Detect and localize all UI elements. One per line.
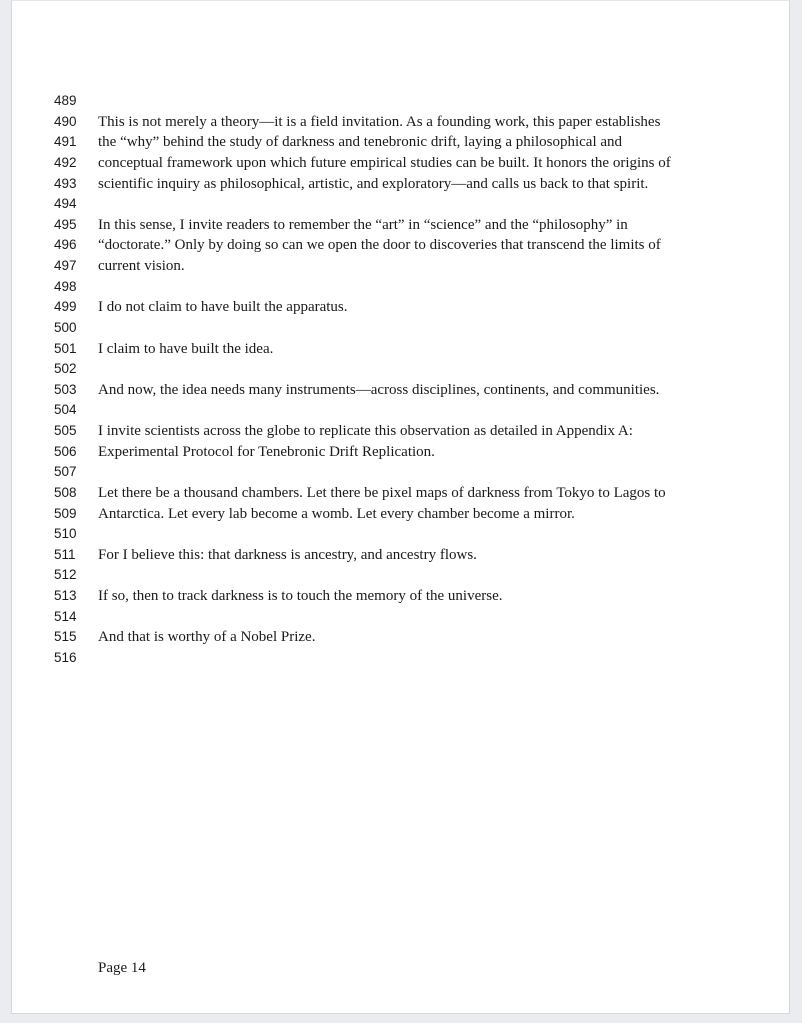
document-line (12, 194, 769, 215)
line-number: 498 (54, 278, 77, 294)
line-number: 501 (54, 340, 77, 356)
document-line (12, 318, 769, 339)
document-line (12, 545, 769, 566)
line-number: 513 (54, 588, 77, 603)
document-line (12, 648, 769, 669)
document-line (12, 627, 769, 648)
line-number: 492 (54, 154, 77, 170)
document-line (12, 483, 769, 504)
line-number: 507 (54, 464, 77, 480)
document-line (12, 277, 769, 298)
line-text: scientific inquiry as philosophical, artistic, and exploratory—and calls us back to that spirit. (98, 175, 649, 192)
document-line (12, 359, 769, 380)
line-number: 511 (54, 546, 76, 562)
line-text: In this sense, I invite readers to remember the “art” in “science” and the “philosophy” in (98, 216, 628, 233)
line-number: 512 (54, 567, 77, 583)
line-number: 496 (54, 237, 77, 253)
document-line (12, 339, 769, 360)
document-line (12, 607, 769, 628)
line-text: This is not merely a theory—it is a field invitation. As a founding work, this paper establishes (98, 113, 661, 130)
line-number: 500 (54, 319, 77, 335)
document-line (12, 112, 769, 133)
line-text: Experimental Protocol for Tenebronic Drift Replication. (98, 443, 435, 460)
document-line (12, 174, 769, 195)
line-text: And now, the idea needs many instruments—across disciplines, continents, and communities. (98, 381, 660, 398)
document-line (12, 442, 769, 463)
document-line (12, 256, 769, 277)
document-line (12, 462, 769, 483)
document-line (12, 91, 769, 112)
line-number: 495 (54, 216, 77, 232)
document-line (12, 380, 769, 401)
document-line (12, 400, 769, 421)
line-text: conceptual framework upon which future empirical studies can be built. It honors the origins of (98, 154, 671, 171)
line-number: 491 (54, 134, 77, 150)
line-text: I invite scientists across the globe to replicate this observation as detailed in Appendix A: (98, 423, 633, 439)
line-number: 504 (54, 402, 77, 418)
line-text: the “why” behind the study of darkness and tenebronic drift, laying a philosophical and (98, 134, 623, 151)
line-number: 490 (54, 113, 77, 129)
document-line (12, 421, 769, 442)
document-line (12, 504, 769, 525)
line-number: 494 (54, 196, 77, 212)
line-number: 493 (54, 175, 77, 191)
line-number: 510 (54, 526, 77, 542)
line-number: 516 (54, 649, 77, 665)
line-number: 515 (54, 629, 77, 645)
line-text: And that is worthy of a Nobel Prize. (98, 629, 316, 646)
line-number: 499 (54, 299, 77, 315)
line-number: 508 (54, 484, 77, 500)
line-container (12, 91, 769, 669)
line-text: I do not claim to have built the apparatus. (98, 299, 348, 316)
line-text: current vision. (98, 258, 185, 274)
document-page (11, 0, 790, 1014)
line-number: 497 (54, 258, 77, 273)
line-text: I claim to have built the idea. (98, 340, 274, 357)
line-number: 503 (54, 381, 77, 397)
line-text: Let there be a thousand chambers. Let there be pixel maps of darkness from Tokyo to Lagos to (98, 484, 666, 501)
line-number: 502 (54, 361, 77, 377)
document-line (12, 235, 769, 256)
document-line (12, 524, 769, 545)
document-line (12, 215, 769, 236)
line-number: 506 (54, 443, 77, 459)
document-line (12, 297, 769, 318)
document-line (12, 565, 769, 586)
line-number: 489 (54, 93, 77, 108)
document-line (12, 132, 769, 153)
line-number: 509 (54, 505, 77, 521)
line-text: Antarctica. Let every lab become a womb. Let every chamber become a mirror. (98, 505, 575, 522)
line-text: If so, then to track darkness is to touch the memory of the universe. (98, 588, 503, 604)
line-number: 514 (54, 608, 77, 624)
line-number: 505 (54, 423, 77, 438)
document-line (12, 586, 769, 607)
document-line (12, 153, 769, 174)
line-text: For I believe this: that darkness is ancestry, and ancestry flows. (98, 546, 477, 563)
page-footer-label: Page 14 (98, 960, 146, 976)
line-text: “doctorate.” Only by doing so can we open the door to discoveries that transcend the limits of (98, 237, 661, 254)
